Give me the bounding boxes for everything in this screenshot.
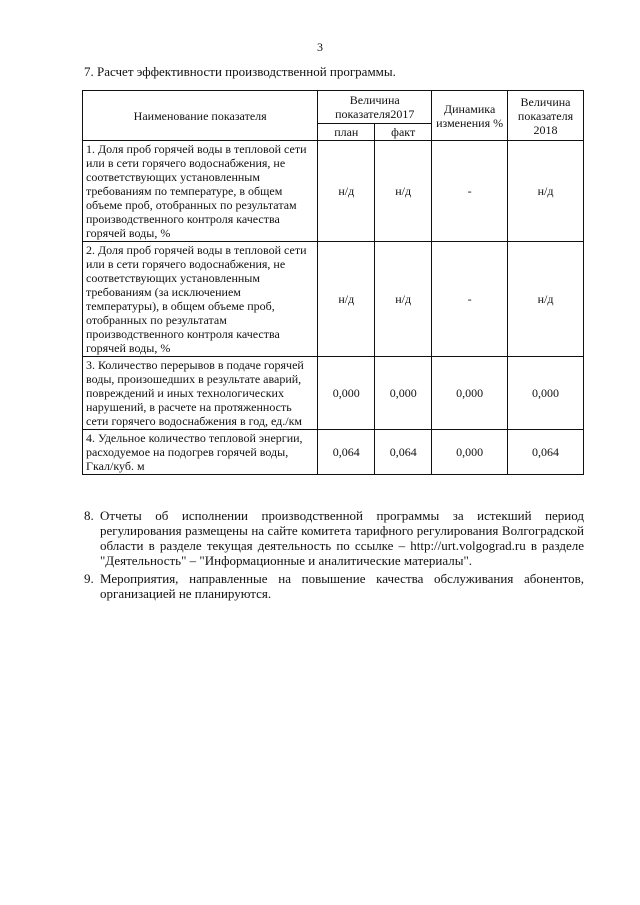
fact-value: н/д bbox=[375, 141, 432, 242]
dynamics-value: 0,000 bbox=[432, 357, 508, 430]
header-fact: факт bbox=[375, 124, 432, 141]
header-plan: план bbox=[318, 124, 375, 141]
list-item bbox=[84, 508, 584, 568]
note-text: Отчеты об исполнении производственной программы за истекший период регулирования размещены на сайте комитета тарифного регулирования Волгоградской области в разделе текущая деятельность по ссылке – http://urt.volgograd.ru в разделе "Деятельность" – "Информационные и аналитические материалы". bbox=[100, 508, 584, 568]
header-name: Наименование показателя bbox=[83, 91, 318, 141]
dynamics-value: - bbox=[432, 141, 508, 242]
value-2018: н/д bbox=[508, 242, 584, 357]
table-row bbox=[83, 430, 584, 475]
dynamics-value: - bbox=[432, 242, 508, 357]
note-number: 9. bbox=[84, 571, 94, 586]
fact-value: н/д bbox=[375, 242, 432, 357]
indicator-name: 3. Количество перерывов в подаче горячей воды, произошедших в результате аварий, повреждений и иных технологических нарушений, в расчете на протяженность сети горячего водоснабжения в год, ед./км bbox=[83, 357, 318, 430]
header-dynamics: Динамика изменения % bbox=[432, 91, 508, 141]
fact-value: 0,000 bbox=[375, 357, 432, 430]
header-value-2018: Величина показателя 2018 bbox=[508, 91, 584, 141]
efficiency-table bbox=[82, 90, 584, 475]
indicator-name: 4. Удельное количество тепловой энергии, расходуемое на подогрев горячей воды, Гкал/куб. м bbox=[83, 430, 318, 475]
fact-value: 0,064 bbox=[375, 430, 432, 475]
plan-value: н/д bbox=[318, 141, 375, 242]
value-2018: н/д bbox=[508, 141, 584, 242]
list-item bbox=[84, 571, 584, 601]
value-2018: 0,000 bbox=[508, 357, 584, 430]
table-row bbox=[83, 242, 584, 357]
page-number: 3 bbox=[317, 40, 323, 54]
notes-list bbox=[84, 508, 584, 604]
note-text: Мероприятия, направленные на повышение качества обслуживания абонентов, организацией не планируются. bbox=[100, 571, 584, 601]
table-row bbox=[83, 141, 584, 242]
indicator-name: 2. Доля проб горячей воды в тепловой сети или в сети горячего водоснабжения, не соответствующих установленным требованиям (за исключением температуры), в общем объеме проб, отобранных по результатам производственного контроля качества горячей воды, % bbox=[83, 242, 318, 357]
plan-value: н/д bbox=[318, 242, 375, 357]
plan-value: 0,064 bbox=[318, 430, 375, 475]
note-number: 8. bbox=[84, 508, 94, 523]
table-row bbox=[83, 357, 584, 430]
value-2018: 0,064 bbox=[508, 430, 584, 475]
indicator-name: 1. Доля проб горячей воды в тепловой сети или в сети горячего водоснабжения, не соответствующих установленным требованиям по температуре, в общем объеме проб, отобранных по результатам производственного контроля качества горячей воды, % bbox=[83, 141, 318, 242]
header-value-2017: Величина показателя2017 bbox=[318, 91, 432, 124]
plan-value: 0,000 bbox=[318, 357, 375, 430]
dynamics-value: 0,000 bbox=[432, 430, 508, 475]
section-title: 7. Расчет эффективности производственной программы. bbox=[84, 64, 396, 79]
